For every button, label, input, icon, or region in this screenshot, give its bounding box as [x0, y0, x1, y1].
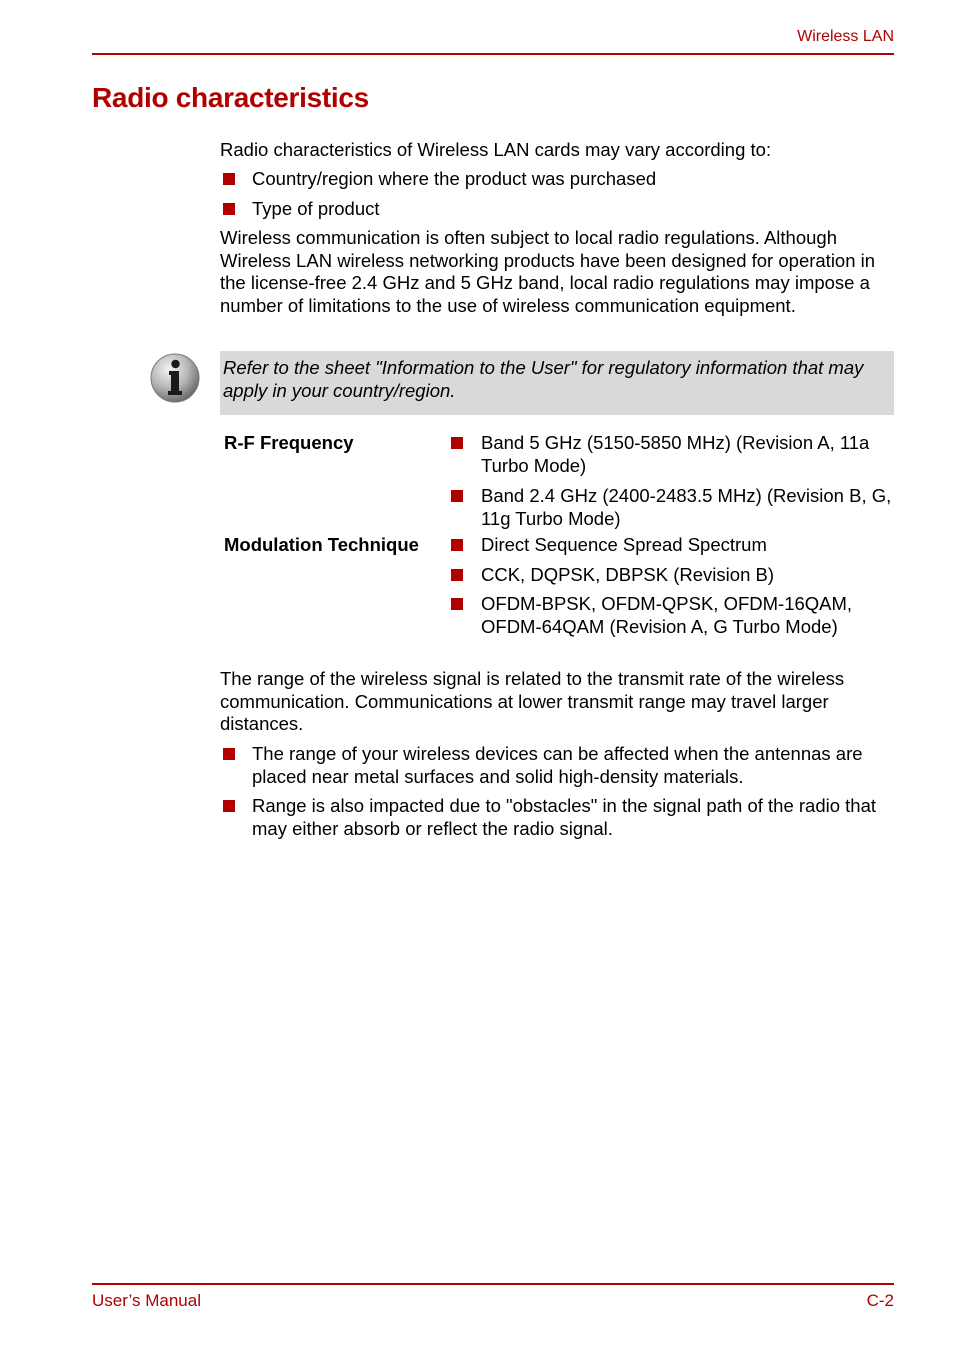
spec-label-modulation-technique: Modulation Technique [224, 534, 419, 555]
list-item [220, 743, 894, 788]
bullet-square-icon [223, 173, 235, 185]
spec-item [449, 534, 894, 557]
bullet-square-icon [451, 539, 463, 551]
spec-item-text: Direct Sequence Spread Spectrum [481, 534, 767, 555]
list-item [220, 168, 894, 191]
spec-item [449, 564, 894, 587]
page-number: C-2 [866, 1291, 894, 1310]
spec-item [449, 593, 894, 638]
spec-item-text: Band 2.4 GHz (2400-2483.5 MHz) (Revision B, G, 11g Turbo Mode) [481, 485, 892, 529]
list-item-text: Type of product [252, 198, 380, 219]
footer-manual-title: User’s Manual [92, 1291, 201, 1310]
note-box [220, 351, 894, 415]
bullet-square-icon [223, 748, 235, 760]
list-item-text: Country/region where the product was purchased [252, 168, 657, 189]
list-item-text: Range is also impacted due to "obstacles" in the signal path of the radio that may either absorb or reflect the radio signal. [252, 795, 877, 839]
spec-item-text: OFDM-BPSK, OFDM-QPSK, OFDM-16QAM, OFDM-64QAM (Revision A, G Turbo Mode) [481, 593, 853, 637]
list-item [220, 795, 894, 840]
running-header: Wireless LAN [797, 28, 894, 45]
note-text: Refer to the sheet "Information to the User" for regulatory information that may apply in your country/region. [223, 357, 864, 401]
spec-item [449, 485, 894, 530]
info-icon [149, 352, 201, 404]
range-paragraph: The range of the wireless signal is related to the transmit rate of the wireless communication. Communications at lower transmit range may travel larger distances. [220, 668, 845, 734]
spec-item-text: CCK, DQPSK, DBPSK (Revision B) [481, 564, 774, 585]
list-item-text: The range of your wireless devices can be affected when the antennas are placed near metal surfaces and solid high-density materials. [252, 743, 863, 787]
regulation-paragraph: Wireless communication is often subject to local radio regulations. Although Wireless LAN wireless networking products have been designed for operation in the license-free 2.4 GHz and 5 GHz band, local radio regulations may impose a number of limitations to the use of wireless communication equipment. [220, 227, 876, 316]
spec-item [449, 432, 894, 477]
header-rule [92, 53, 894, 55]
intro-paragraph: Radio characteristics of Wireless LAN cards may vary according to: [220, 139, 772, 160]
bullet-square-icon [223, 800, 235, 812]
bullet-square-icon [451, 490, 463, 502]
bullet-square-icon [451, 569, 463, 581]
footer-rule [92, 1283, 894, 1285]
bullet-square-icon [223, 203, 235, 215]
bullet-square-icon [451, 598, 463, 610]
list-item [220, 198, 894, 221]
bullet-square-icon [451, 437, 463, 449]
page-title: Radio characteristics [92, 82, 369, 113]
spec-item-text: Band 5 GHz (5150-5850 MHz) (Revision A, 11a Turbo Mode) [481, 432, 870, 476]
spec-label-rf-frequency: R-F Frequency [224, 432, 354, 453]
